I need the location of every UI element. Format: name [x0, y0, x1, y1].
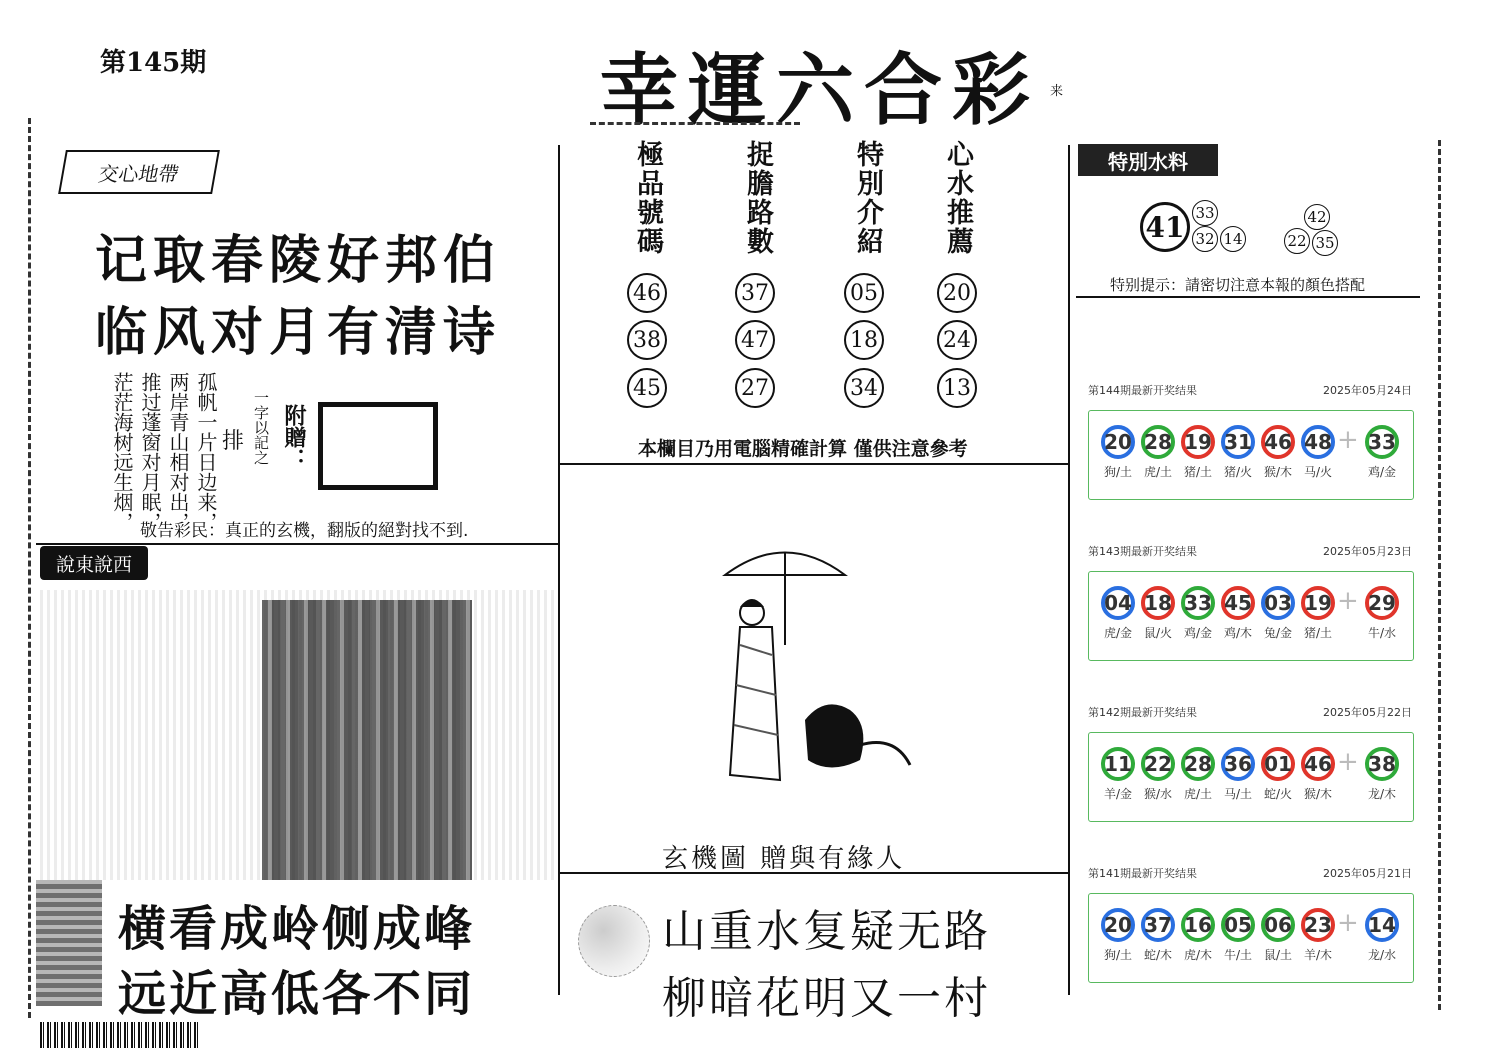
- issue-number: 第145期: [100, 48, 207, 78]
- result-zodiac: 虎/土: [1183, 787, 1213, 801]
- result-ball: 22: [1141, 747, 1175, 781]
- top-vine-divider: [590, 122, 800, 125]
- verse-col-4: 茫茫海树远生烟，: [110, 372, 134, 532]
- yinyang-icon: [578, 905, 650, 977]
- special-zodiac: 龙/木: [1367, 787, 1397, 801]
- special-ball: 29: [1365, 586, 1399, 620]
- result-zodiac: 虎/金: [1103, 626, 1133, 640]
- result-ball: 28: [1181, 747, 1215, 781]
- small-number: 22: [1284, 228, 1310, 254]
- result-zodiac: 鼠/土: [1263, 948, 1293, 962]
- section-badge-special: 特別水料: [1078, 144, 1218, 176]
- mid-verse-2: 柳暗花明又一村: [662, 973, 991, 1024]
- result-zodiac: 猴/水: [1143, 787, 1173, 801]
- divider-mid-h1: [560, 463, 1068, 465]
- small-number: 33: [1192, 200, 1218, 226]
- divider-left-h: [36, 543, 558, 545]
- result-ball: 04: [1101, 586, 1135, 620]
- result-ball: 06: [1261, 908, 1295, 942]
- page-title: 幸運六合彩: [600, 45, 1041, 136]
- result-ball: 48: [1301, 425, 1335, 459]
- small-number: 32: [1192, 226, 1218, 252]
- result-zodiac: 蛇/木: [1143, 948, 1173, 962]
- special-ball: 33: [1365, 425, 1399, 459]
- bottom-verse-2: 远近高低各不同: [118, 966, 476, 1022]
- small-number: 14: [1220, 226, 1246, 252]
- result-ball: 11: [1101, 747, 1135, 781]
- verse-col-1: 孤帆一片日边来，: [194, 372, 218, 532]
- small-number: 42: [1304, 204, 1330, 230]
- result-ball: 36: [1221, 747, 1255, 781]
- result-ball: 03: [1261, 586, 1295, 620]
- verse-col-2: 两岸青山相对出，: [166, 372, 190, 532]
- result-zodiac: 猪/火: [1223, 465, 1253, 479]
- bottom-verse-1: 横看成岭侧成峰: [118, 901, 476, 957]
- result-issue: 第143期最新开奖结果: [1088, 545, 1197, 558]
- result-ball: 28: [1141, 425, 1175, 459]
- col-head-4: 心水推薦: [942, 140, 973, 256]
- special-zodiac: 龙/水: [1367, 948, 1397, 962]
- verse-col-3: 推过蓬窗对月眠，: [138, 372, 162, 532]
- result-zodiac: 兔/金: [1263, 626, 1293, 640]
- result-zodiac: 鸡/金: [1183, 626, 1213, 640]
- result-box: [1088, 571, 1414, 661]
- section-badge-heart: 交心地帶: [58, 150, 220, 194]
- title-tail: 来: [1050, 84, 1064, 99]
- pai-char: 排: [222, 429, 245, 454]
- result-ball: 46: [1301, 747, 1335, 781]
- result-zodiac: 鼠/火: [1143, 626, 1173, 640]
- plus-sign: +: [1337, 747, 1359, 777]
- gift-box: [318, 402, 438, 490]
- pick-circle: 47: [735, 320, 775, 360]
- result-zodiac: 羊/木: [1303, 948, 1333, 962]
- result-zodiac: 鸡/木: [1223, 626, 1253, 640]
- result-header: [1088, 865, 1412, 881]
- plus-sign: +: [1337, 586, 1359, 616]
- result-zodiac: 猪/土: [1303, 626, 1333, 640]
- special-ball: 14: [1365, 908, 1399, 942]
- result-zodiac: 牛/土: [1223, 948, 1253, 962]
- divider-left-mid: [558, 145, 560, 995]
- pick-circle: 18: [844, 320, 884, 360]
- result-issue: 第141期最新开奖结果: [1088, 867, 1197, 880]
- result-ball: 16: [1181, 908, 1215, 942]
- result-zodiac: 羊/金: [1103, 787, 1133, 801]
- result-ball: 01: [1261, 747, 1295, 781]
- pick-circle: 13: [937, 368, 977, 408]
- pick-circle: 45: [627, 368, 667, 408]
- result-date: 2025年05月21日: [1323, 867, 1412, 880]
- result-header: [1088, 704, 1412, 720]
- result-ball: 23: [1301, 908, 1335, 942]
- result-date: 2025年05月24日: [1323, 384, 1412, 397]
- result-ball: 33: [1181, 586, 1215, 620]
- plus-sign: +: [1337, 425, 1359, 455]
- calc-note: 本欄目乃用電腦精確計算 僅供注意參考: [638, 438, 968, 460]
- pick-circle: 27: [735, 368, 775, 408]
- barcode: [40, 1022, 200, 1048]
- result-box: [1088, 410, 1414, 500]
- result-header: [1088, 543, 1412, 559]
- result-box: [1088, 893, 1414, 983]
- result-ball: 19: [1181, 425, 1215, 459]
- pick-circle: 46: [627, 273, 667, 313]
- result-ball: 45: [1221, 586, 1255, 620]
- col-head-3: 特別介紹: [852, 140, 883, 256]
- result-ball: 19: [1301, 586, 1335, 620]
- result-box: [1088, 732, 1414, 822]
- pick-circle: 05: [844, 273, 884, 313]
- poem-line-1: 记取春陵好邦伯: [95, 230, 502, 291]
- result-ball: 37: [1141, 908, 1175, 942]
- result-ball: 05: [1221, 908, 1255, 942]
- divider-mid-right: [1068, 145, 1070, 995]
- picture-caption: 玄機圖 贈與有緣人: [662, 844, 906, 874]
- right-vine-border: [1438, 140, 1441, 1010]
- lady-umbrella-illustration: [700, 535, 930, 795]
- special-zodiac: 牛/水: [1367, 626, 1397, 640]
- pick-circle: 37: [735, 273, 775, 313]
- special-zodiac: 鸡/金: [1367, 465, 1397, 479]
- result-header: [1088, 382, 1412, 398]
- hint-col: 一字以記之: [252, 390, 270, 465]
- color-tip: 特别提示：請密切注意本報的顏色搭配: [1110, 276, 1366, 294]
- result-ball: 20: [1101, 425, 1135, 459]
- result-zodiac: 猴/木: [1263, 465, 1293, 479]
- featured-number: 41: [1140, 202, 1190, 252]
- result-ball: 46: [1261, 425, 1295, 459]
- result-ball: 20: [1101, 908, 1135, 942]
- result-ball: 31: [1221, 425, 1255, 459]
- notice-text: 敬告彩民：真正的玄機，翻版的絕對找不到.: [140, 521, 469, 541]
- gift-label: 附贈：: [281, 404, 307, 470]
- result-zodiac: 猪/土: [1183, 465, 1213, 479]
- pick-circle: 38: [627, 320, 667, 360]
- pick-circle: 20: [937, 273, 977, 313]
- poem-line-2: 临风对月有清诗: [95, 302, 502, 363]
- pick-circle: 24: [937, 320, 977, 360]
- result-zodiac: 蛇/火: [1263, 787, 1293, 801]
- result-zodiac: 虎/土: [1143, 465, 1173, 479]
- result-zodiac: 狗/土: [1103, 465, 1133, 479]
- pick-circle: 34: [844, 368, 884, 408]
- small-number: 35: [1312, 230, 1338, 256]
- section-badge-talk: 說東說西: [40, 546, 148, 580]
- result-date: 2025年05月23日: [1323, 545, 1412, 558]
- left-vine-border: [28, 118, 31, 1018]
- mid-verse-1: 山重水复疑无路: [662, 906, 991, 957]
- faded-corner-shape: [36, 880, 102, 1006]
- divider-right-h: [1076, 296, 1420, 298]
- result-zodiac: 猴/木: [1303, 787, 1333, 801]
- col-head-2: 捉膽路數: [742, 140, 773, 256]
- plus-sign: +: [1337, 908, 1359, 938]
- result-date: 2025年05月22日: [1323, 706, 1412, 719]
- result-zodiac: 马/火: [1303, 465, 1333, 479]
- result-issue: 第142期最新开奖结果: [1088, 706, 1197, 719]
- result-zodiac: 狗/土: [1103, 948, 1133, 962]
- result-issue: 第144期最新开奖结果: [1088, 384, 1197, 397]
- faded-tower-shape: [262, 600, 472, 880]
- col-head-1: 極品號碼: [632, 140, 663, 256]
- result-zodiac: 虎/木: [1183, 948, 1213, 962]
- result-ball: 18: [1141, 586, 1175, 620]
- special-ball: 38: [1365, 747, 1399, 781]
- result-zodiac: 马/土: [1223, 787, 1253, 801]
